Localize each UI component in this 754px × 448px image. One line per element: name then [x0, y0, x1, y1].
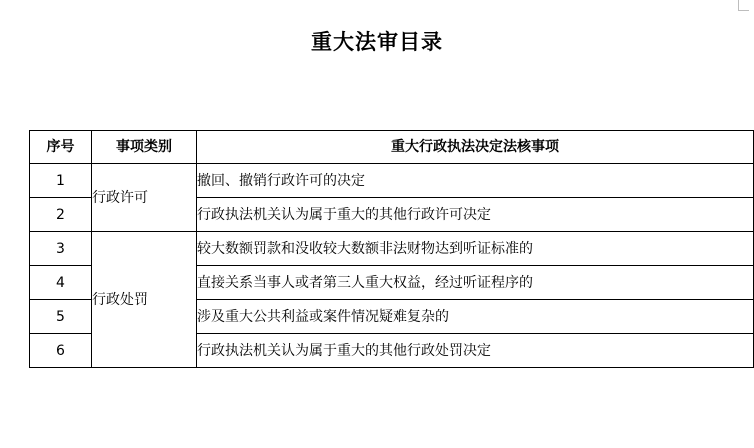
item-cell: 涉及重大公共利益或案件情况疑难复杂的 [197, 300, 754, 334]
header-item: 重大行政执法决定法核事项 [197, 131, 754, 164]
row-number: 4 [30, 266, 92, 300]
item-cell: 撤回、撤销行政许可的决定 [197, 164, 754, 198]
table-row [30, 232, 754, 266]
table-row [30, 164, 754, 198]
header-no: 序号 [30, 131, 92, 164]
item-cell: 行政执法机关认为属于重大的其他行政处罚决定 [197, 334, 754, 368]
row-number: 1 [30, 164, 92, 198]
header-category: 事项类别 [92, 131, 197, 164]
category-cell: 行政许可 [92, 164, 197, 232]
row-number: 2 [30, 198, 92, 232]
row-number: 3 [30, 232, 92, 266]
document-title: 重大法审目录 [311, 30, 443, 54]
review-catalog-table [29, 130, 754, 368]
page-corner-mark [738, 0, 749, 11]
table-header-row [30, 131, 754, 164]
item-cell: 直接关系当事人或者第三人重大权益，经过听证程序的 [197, 266, 754, 300]
item-cell: 行政执法机关认为属于重大的其他行政许可决定 [197, 198, 754, 232]
row-number: 6 [30, 334, 92, 368]
item-cell: 较大数额罚款和没收较大数额非法财物达到听证标准的 [197, 232, 754, 266]
row-number: 5 [30, 300, 92, 334]
category-cell: 行政处罚 [92, 232, 197, 368]
